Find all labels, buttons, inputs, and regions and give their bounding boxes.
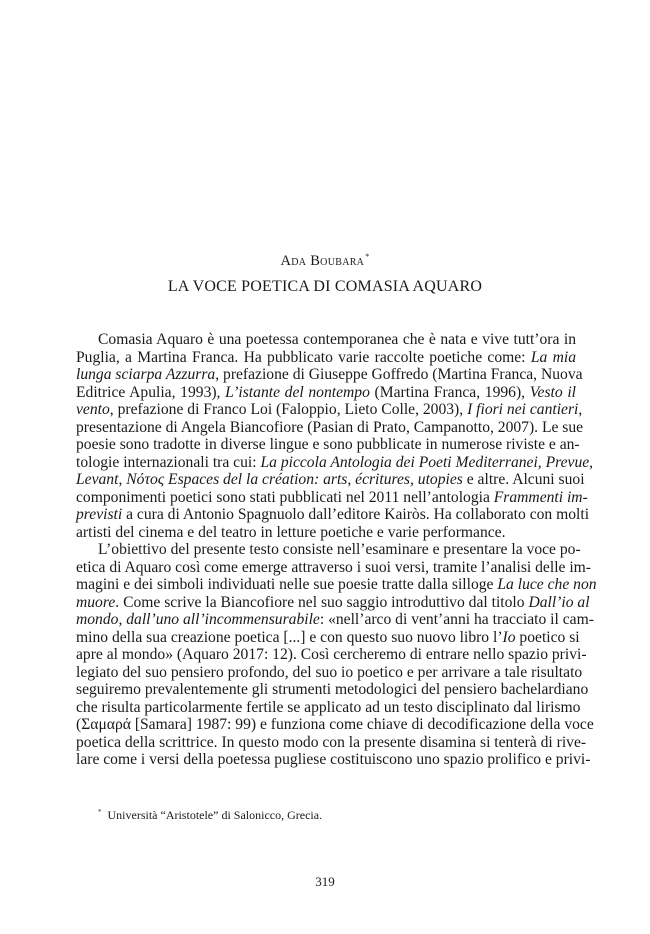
text-line <box>76 593 590 612</box>
text-line <box>76 349 576 367</box>
italic-text: I fiori nei cantieri <box>467 401 579 418</box>
text-line <box>76 681 589 699</box>
text-run: poetica della scrittrice. In questo modo con la presente disamina si tenterà di rive- <box>76 733 587 751</box>
text-run: poesie sono tradotte in diverse lingue e sono pubblicate in numerose riviste e an- <box>76 436 580 453</box>
text-line <box>76 663 583 682</box>
italic-text: lunga sciarpa Azzurra <box>76 366 216 383</box>
text-line <box>76 384 576 402</box>
text-run: a cura di Antonio Spagnuolo dall’editore Kairòs. Ha collaborato con molti <box>122 506 590 523</box>
text-line <box>76 541 581 559</box>
text-line <box>76 506 590 524</box>
text-line <box>76 751 591 769</box>
article-title: LA VOCE POETICA DI COMASIA AQUARO <box>167 278 483 295</box>
text-run: mino della sua creazione poetica [...] e con questo suo nuovo libro l’ <box>76 628 503 646</box>
text-line <box>76 733 587 752</box>
text-run: che risulta particolarmente fertile se applicato ad un testo disciplinato dal lirismo <box>76 698 581 716</box>
text-run: , <box>118 471 127 488</box>
footnote-mark: * <box>98 808 102 816</box>
text-line <box>76 401 583 419</box>
author-name <box>0 252 650 270</box>
text-run: : «nell’arco di vent’anni ha tracciato il cam- <box>319 611 594 628</box>
body-text <box>76 331 597 769</box>
text-line <box>76 471 585 489</box>
text-run: poetico si <box>515 628 580 646</box>
text-run: , <box>537 453 546 471</box>
text-line <box>76 366 583 384</box>
text-line <box>76 576 597 594</box>
author-name-text: Ada Boubara <box>280 252 365 269</box>
text-run: . Come scrive la Biancofiore nel suo saggio introduttivo dal titolo <box>115 593 529 611</box>
text-run: seguiremo prevalentemente gli strumenti metodologici del pensiero bachelardiano <box>76 681 589 698</box>
text-line <box>76 331 576 349</box>
text-run: , prefazione di Giuseppe Goffredo (Martina Franca, Nuova <box>215 366 583 383</box>
italic-text: muore <box>76 593 116 611</box>
italic-text: mondo, dall’uno all’incommensurabile <box>76 611 320 628</box>
italic-text: La mia <box>530 348 576 366</box>
italic-text: Frammenti im- <box>493 488 588 506</box>
text-run: , <box>589 453 594 471</box>
text-line <box>76 558 591 577</box>
text-line <box>76 436 580 454</box>
text-run: (Martina Franca, 1996), <box>369 383 530 401</box>
text-run: , prefazione di Franco Loi (Faloppio, Lieto Colle, 2003), <box>109 401 468 418</box>
text-run: Puglia, a Martina Franca. Ha pubblicato varie raccolte poetiche come: <box>76 348 531 366</box>
paragraph <box>76 331 594 541</box>
text-run: apre al mondo» (Aquaro 2017: 12). Così cercheremo di entrare nello spazio privi- <box>76 646 587 663</box>
text-line <box>76 488 588 507</box>
text-run: Editrice Apulia, 1993), <box>76 383 226 401</box>
italic-text: Prevue <box>545 453 590 471</box>
italic-text: Io <box>502 628 516 646</box>
text-line <box>76 418 584 437</box>
text-line <box>76 453 594 472</box>
text-run: artisti del cinema e del teatro in letture poetiche e varie performance. <box>76 523 506 541</box>
text-line <box>76 716 594 734</box>
italic-text: La piccola Antologia dei Poeti Mediterranei <box>260 453 538 471</box>
text-run: presentazione di Angela Biancofiore (Pasian di Prato, Campanotto, 2007). Le sue <box>76 418 584 436</box>
text-run: componimenti poetici sono stati pubblicati nel 2011 nell’antologia <box>76 488 494 506</box>
italic-text: Νότος Espaces del la création: arts, écritures, utopies <box>126 471 463 488</box>
text-run: (Σαμαρά [Samara] 1987: 99) e funziona come chiave di decodificazione della voce <box>76 716 594 733</box>
italic-text: Dall’io al <box>528 593 590 611</box>
text-line <box>76 611 594 629</box>
italic-text: previsti <box>76 506 123 523</box>
text-run: , <box>578 401 583 418</box>
text-run: legiato del suo pensiero profondo, del suo io poetico e per arrivare a tale risultato <box>76 663 583 681</box>
italic-text: Levant <box>76 471 119 488</box>
paragraph <box>76 541 597 769</box>
footnote <box>98 808 322 823</box>
text-run: e altre. Alcuni suoi <box>462 471 585 488</box>
text-run: L’obiettivo del presente testo consiste nell’esaminare e presentare la voce po- <box>98 541 581 558</box>
text-line <box>76 646 587 664</box>
text-line <box>76 524 576 542</box>
author-footnote-mark: * <box>365 252 370 261</box>
italic-text: L’istante del nontempo <box>225 383 370 401</box>
text-run: etica di Aquaro così come emerge attraverso i suoi versi, tramite l’analisi delle im- <box>76 558 591 576</box>
italic-text: Vesto il <box>529 383 576 401</box>
italic-text: La luce che non <box>497 576 597 593</box>
page-number: 319 <box>315 874 335 889</box>
text-run: tologie internazionali tra cui: <box>76 453 261 471</box>
text-line <box>76 698 581 717</box>
footnote-text: Università “Aristotele” di Salonicco, Grecia. <box>107 808 323 822</box>
text-line <box>76 628 580 647</box>
text-run: lare come i versi della poetessa pugliese costituiscono uno spazio prolifico e privi- <box>76 751 591 768</box>
text-run: Comasia Aquaro è una poetessa contemporanea che è nata e vive tutt’ora in <box>98 331 576 348</box>
text-run: magini e dei simboli individuati nelle sue poesie tratte dalla silloge <box>76 576 498 593</box>
italic-text: vento <box>76 401 110 418</box>
